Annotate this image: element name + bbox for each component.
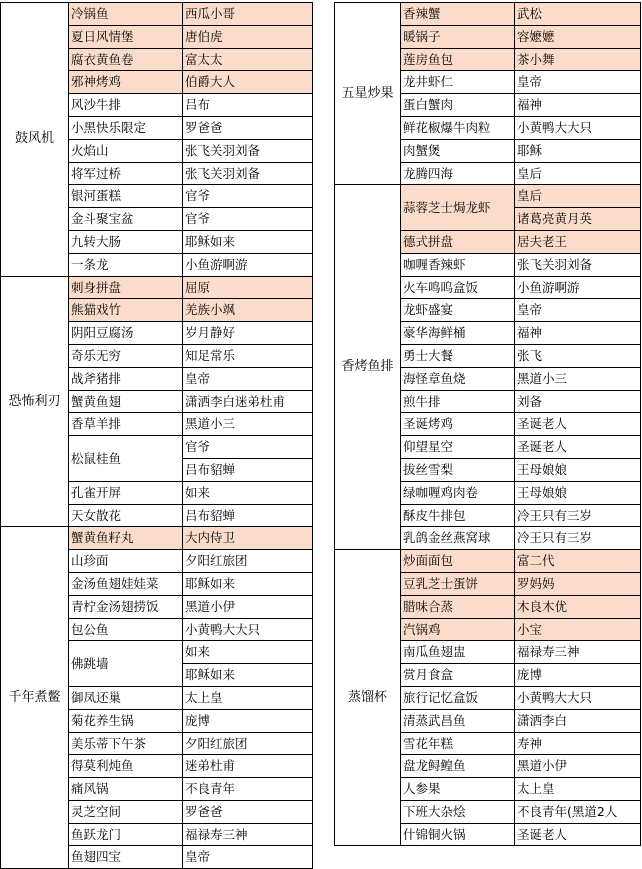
- dish-cell: 蟹黄鱼籽丸: [69, 527, 183, 550]
- dish-cell: 暖锅子: [401, 25, 515, 48]
- dish-cell: 肉蟹煲: [401, 139, 515, 162]
- owner-cell: 皇后: [515, 162, 641, 185]
- dish-cell: 酥皮牛排包: [401, 504, 515, 527]
- owner-cell: 张飞关羽刘备: [515, 253, 641, 276]
- dish-cell: 南瓜鱼翅盅: [401, 641, 515, 664]
- dish-cell: 天女散花: [69, 504, 183, 527]
- owner-cell: 圣诞老人: [515, 413, 641, 436]
- dish-cell: 灵芝空间: [69, 800, 183, 823]
- owner-cell: 王母娘娘: [515, 458, 641, 481]
- owner-cell: 皇帝: [183, 846, 313, 869]
- dish-cell: 仰望星空: [401, 436, 515, 459]
- dish-cell: 煎牛排: [401, 390, 515, 413]
- dish-cell: 金汤鱼翅娃娃菜: [69, 572, 183, 595]
- dish-cell: 蒜蓉芝士焗龙虾: [401, 185, 515, 231]
- owner-cell: 罗妈妈: [515, 572, 641, 595]
- owner-cell: 潇洒李白: [515, 709, 641, 732]
- dish-cell: 绿咖喱鸡肉卷: [401, 481, 515, 504]
- dish-cell: 将军过桥: [69, 162, 183, 185]
- dish-cell: 蟹黄鱼翅: [69, 390, 183, 413]
- dish-cell: 阴阳豆腐汤: [69, 322, 183, 345]
- owner-cell: 官爷: [183, 436, 313, 459]
- owner-cell: 容嬷嬷: [515, 25, 641, 48]
- owner-cell: 圣诞老人: [515, 436, 641, 459]
- owner-cell: 张飞关羽刘备: [183, 162, 313, 185]
- dish-cell: 德式拼盘: [401, 230, 515, 253]
- owner-cell: 吕布貂蝉: [183, 458, 313, 481]
- owner-cell: 吕布: [183, 94, 313, 117]
- category-cell: 鼓风机: [1, 3, 69, 277]
- table-row: [1, 527, 313, 550]
- owner-cell: 岁月静好: [183, 322, 313, 345]
- dish-cell: 得莫利炖鱼: [69, 755, 183, 778]
- dish-cell: 什锦铜火锅: [401, 823, 515, 846]
- owner-cell: 小鱼游啊游: [183, 253, 313, 276]
- owner-cell: 不良青年(黑道2人: [515, 800, 641, 823]
- owner-cell: 罗爸爸: [183, 800, 313, 823]
- dish-cell: 赏月食盒: [401, 664, 515, 687]
- dish-cell: 鲜花椒爆牛肉粒: [401, 116, 515, 139]
- right-table-body: [335, 3, 641, 846]
- owner-cell: 屈原: [183, 276, 313, 299]
- dish-cell: 奇乐无穷: [69, 344, 183, 367]
- owner-cell: 西瓜小哥: [183, 3, 313, 26]
- category-cell: 五星炒果: [335, 3, 401, 185]
- owner-cell: 如来: [183, 481, 313, 504]
- owner-cell: 皇帝: [183, 367, 313, 390]
- dish-cell: 刺身拼盘: [69, 276, 183, 299]
- dish-cell: 鱼翅四宝: [69, 846, 183, 869]
- owner-cell: 居夫老王: [515, 230, 641, 253]
- dish-cell: 龙虾盛宴: [401, 299, 515, 322]
- dish-cell: 腐衣黄鱼卷: [69, 48, 183, 71]
- owner-cell: 耶稣如来: [183, 572, 313, 595]
- dish-cell: 冷锅鱼: [69, 3, 183, 26]
- dish-cell: 下班大杂烩: [401, 800, 515, 823]
- dish-cell: 海怪章鱼烧: [401, 367, 515, 390]
- dish-cell: 御凤还巢: [69, 686, 183, 709]
- dish-cell: 乳鸽金丝燕窝球: [401, 527, 515, 550]
- category-cell: 恐怖利刃: [1, 276, 69, 527]
- dish-cell: 山珍面: [69, 550, 183, 573]
- dish-cell: 旅行记忆盒饭: [401, 686, 515, 709]
- owner-cell: 皇帝: [515, 71, 641, 94]
- dish-cell: 豆乳芝士蛋饼: [401, 572, 515, 595]
- dish-cell: 蛋白蟹肉: [401, 94, 515, 117]
- owner-cell: 潇洒李白迷弟杜甫: [183, 390, 313, 413]
- left-table-body: [1, 3, 313, 869]
- dish-cell: 龙井虾仁: [401, 71, 515, 94]
- owner-cell: 寿神: [515, 732, 641, 755]
- owner-cell: 王母娘娘: [515, 481, 641, 504]
- dish-cell: 盘龙鲟鳇鱼: [401, 755, 515, 778]
- owner-cell: 黑道小伊: [183, 595, 313, 618]
- category-cell: 香烤鱼排: [335, 185, 401, 550]
- owner-cell: 皇帝: [515, 299, 641, 322]
- owner-cell: 张飞关羽刘备: [183, 139, 313, 162]
- dish-cell: 雪花年糕: [401, 732, 515, 755]
- dish-cell: 人参果: [401, 778, 515, 801]
- dish-cell: 拔丝雪梨: [401, 458, 515, 481]
- owner-cell: 茶小舞: [515, 48, 641, 71]
- dish-cell: 菊花养生锅: [69, 709, 183, 732]
- dish-cell: 战斧猪排: [69, 367, 183, 390]
- owner-cell: 知足常乐: [183, 344, 313, 367]
- owner-cell: 黑道小三: [183, 413, 313, 436]
- dish-cell: 银河蛋糕: [69, 185, 183, 208]
- owner-cell: 皇后: [515, 185, 641, 208]
- owner-cell: 官爷: [183, 185, 313, 208]
- dish-cell: 包公鱼: [69, 618, 183, 641]
- owner-cell: 大内侍卫: [183, 527, 313, 550]
- owner-cell: 圣诞老人: [515, 823, 641, 846]
- dish-cell: 松鼠桂鱼: [69, 436, 183, 482]
- owner-cell: 富太太: [183, 48, 313, 71]
- owner-cell: 伯爵大人: [183, 71, 313, 94]
- dish-cell: 鱼跃龙门: [69, 823, 183, 846]
- dish-cell: 咖喱香辣虾: [401, 253, 515, 276]
- owner-cell: 耶稣如来: [183, 664, 313, 687]
- dish-cell: 火焰山: [69, 139, 183, 162]
- table-row: [1, 3, 313, 26]
- owner-cell: 武松: [515, 3, 641, 26]
- owner-cell: 福神: [515, 322, 641, 345]
- owner-cell: 唐伯虎: [183, 25, 313, 48]
- owner-cell: 吕布貂蝉: [183, 504, 313, 527]
- dish-cell: 香草羊排: [69, 413, 183, 436]
- dish-cell: 青柠金汤翅捞饭: [69, 595, 183, 618]
- dish-cell: 圣诞烤鸡: [401, 413, 515, 436]
- dish-cell: 金斗聚宝盆: [69, 208, 183, 231]
- owner-cell: 小宝: [515, 618, 641, 641]
- dish-cell: 佛跳墙: [69, 641, 183, 687]
- dish-cell: 痛风锅: [69, 778, 183, 801]
- owner-cell: 羌族小飒: [183, 299, 313, 322]
- dish-cell: 汽锅鸡: [401, 618, 515, 641]
- category-cell: 千年煮鳖: [1, 527, 69, 869]
- dish-cell: 夏日风情堡: [69, 25, 183, 48]
- owner-cell: 冷王只有三岁: [515, 504, 641, 527]
- dish-cell: 莲房鱼包: [401, 48, 515, 71]
- owner-cell: 小黄鸭大大只: [183, 618, 313, 641]
- owner-cell: 冷王只有三岁: [515, 527, 641, 550]
- dish-cell: 龙腾四海: [401, 162, 515, 185]
- dish-cell: 炒面面包: [401, 550, 515, 573]
- owner-cell: 福禄寿三神: [515, 641, 641, 664]
- owner-cell: 福神: [515, 94, 641, 117]
- owner-cell: 木良木优: [515, 595, 641, 618]
- table-row: [335, 3, 641, 26]
- dish-cell: 勇士大餐: [401, 344, 515, 367]
- dish-cell: 风沙牛排: [69, 94, 183, 117]
- owner-cell: 迷弟杜甫: [183, 755, 313, 778]
- owner-cell: 小黄鸭大大只: [515, 686, 641, 709]
- owner-cell: 耶稣: [515, 139, 641, 162]
- owner-cell: 太上皇: [183, 686, 313, 709]
- table-row: [1, 276, 313, 299]
- owner-cell: 小鱼游啊游: [515, 276, 641, 299]
- dish-cell: 一条龙: [69, 253, 183, 276]
- owner-cell: 庞博: [183, 709, 313, 732]
- dish-cell: 香辣蟹: [401, 3, 515, 26]
- table-row: [335, 185, 641, 208]
- owner-cell: 福禄寿三神: [183, 823, 313, 846]
- category-cell: 蒸馏杯: [335, 550, 401, 846]
- dish-cell: 九转大肠: [69, 230, 183, 253]
- right-dish-table: [334, 2, 641, 846]
- dish-cell: 美乐蒂下午茶: [69, 732, 183, 755]
- owner-cell: 官爷: [183, 208, 313, 231]
- dish-cell: 熊猫戏竹: [69, 299, 183, 322]
- dish-cell: 腊味合蒸: [401, 595, 515, 618]
- dish-cell: 火车鸣呜盒饭: [401, 276, 515, 299]
- owner-cell: 夕阳红旅团: [183, 550, 313, 573]
- owner-cell: 小黄鸭大大只: [515, 116, 641, 139]
- owner-cell: 夕阳红旅团: [183, 732, 313, 755]
- dish-cell: 邪神烤鸡: [69, 71, 183, 94]
- owner-cell: 耶稣如来: [183, 230, 313, 253]
- owner-cell: 张飞: [515, 344, 641, 367]
- owner-cell: 罗爸爸: [183, 116, 313, 139]
- owner-cell: 诸葛亮黄月英: [515, 208, 641, 231]
- owner-cell: 黑道小三: [515, 367, 641, 390]
- dish-cell: 孔雀开屏: [69, 481, 183, 504]
- dish-cell: 小黑快乐限定: [69, 116, 183, 139]
- dish-cell: 豪华海鲜桶: [401, 322, 515, 345]
- owner-cell: 太上皇: [515, 778, 641, 801]
- owner-cell: 庞博: [515, 664, 641, 687]
- owner-cell: 刘备: [515, 390, 641, 413]
- dish-cell: 清蒸武昌鱼: [401, 709, 515, 732]
- owner-cell: 如来: [183, 641, 313, 664]
- table-row: [335, 550, 641, 573]
- owner-cell: 不良青年: [183, 778, 313, 801]
- left-dish-table: [0, 2, 313, 869]
- owner-cell: 富二代: [515, 550, 641, 573]
- owner-cell: 黑道小伊: [515, 755, 641, 778]
